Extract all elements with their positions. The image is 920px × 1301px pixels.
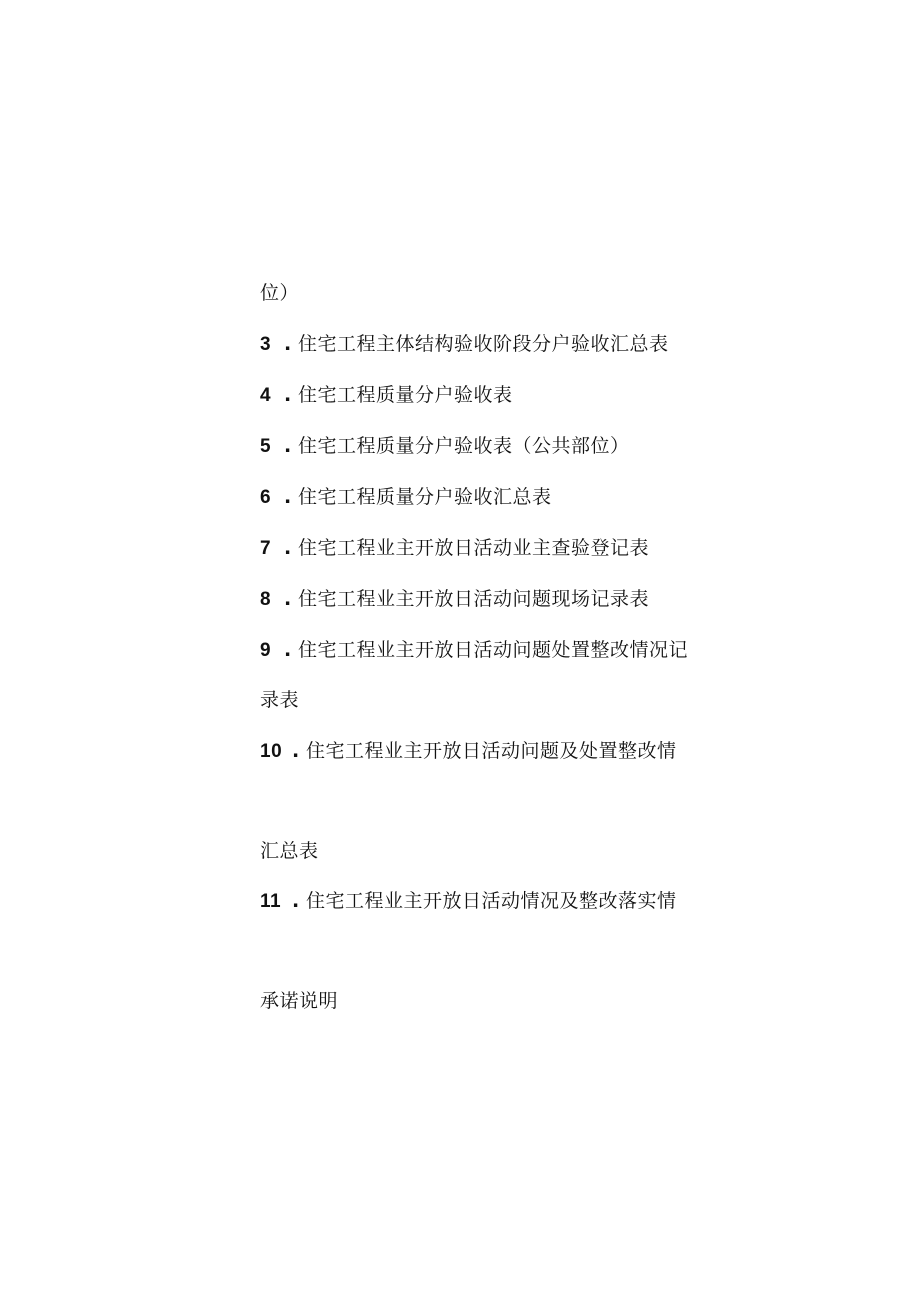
toc-item-separator: .	[284, 588, 292, 610]
toc-item-text: 住宅工程质量分户验收汇总表	[298, 486, 552, 508]
toc-item-separator: .	[284, 435, 292, 457]
toc-item-number: 7	[260, 538, 272, 559]
toc-line-continuation	[260, 688, 299, 712]
toc-item-separator: .	[284, 486, 292, 508]
toc-item-9	[260, 638, 688, 663]
toc-item-separator: .	[284, 537, 292, 559]
toc-item-separator: .	[292, 740, 300, 762]
toc-item-6	[260, 485, 552, 510]
toc-item-3	[260, 332, 669, 357]
toc-item-text: 住宅工程业主开放日活动问题及处置整改情	[306, 740, 677, 762]
toc-line-text: 位）	[260, 282, 300, 304]
toc-item-text: 住宅工程业主开放日活动问题现场记录表	[298, 588, 650, 610]
toc-item-8	[260, 587, 649, 612]
toc-item-number: 8	[260, 589, 272, 610]
toc-item-separator: .	[292, 890, 300, 912]
toc-item-text: 住宅工程业主开放日活动业主查验登记表	[298, 537, 650, 559]
toc-item-text: 住宅工程质量分户验收表	[298, 384, 513, 406]
toc-item-number: 9	[260, 640, 272, 661]
toc-item-number: 10	[260, 741, 283, 762]
toc-line-text: 承诺说明	[260, 990, 339, 1012]
toc-item-separator: .	[284, 384, 292, 406]
toc-item-separator: .	[284, 333, 292, 355]
toc-item-text: 住宅工程业主开放日活动情况及整改落实情	[306, 890, 677, 912]
toc-item-11	[260, 889, 677, 914]
toc-item-number: 6	[260, 487, 272, 508]
toc-item-7	[260, 536, 649, 561]
toc-line-text: 汇总表	[260, 840, 319, 862]
toc-item-number: 3	[260, 334, 272, 355]
toc-line-continuation	[260, 281, 299, 305]
toc-item-number: 5	[260, 436, 272, 457]
toc-item-number: 4	[260, 385, 272, 406]
toc-item-number: 11	[260, 891, 282, 912]
toc-line-text: 录表	[260, 689, 300, 711]
toc-item-10	[260, 739, 677, 764]
toc-line-continuation	[260, 839, 319, 863]
toc-item-separator: .	[284, 639, 292, 661]
toc-item-text: 住宅工程业主开放日活动问题处置整改情况记	[298, 639, 689, 661]
toc-line-continuation	[260, 989, 338, 1013]
toc-item-4	[260, 383, 513, 408]
toc-item-5	[260, 434, 630, 459]
toc-item-text: 住宅工程质量分户验收表（公共部位）	[298, 435, 630, 457]
toc-item-text: 住宅工程主体结构验收阶段分户验收汇总表	[298, 333, 669, 355]
